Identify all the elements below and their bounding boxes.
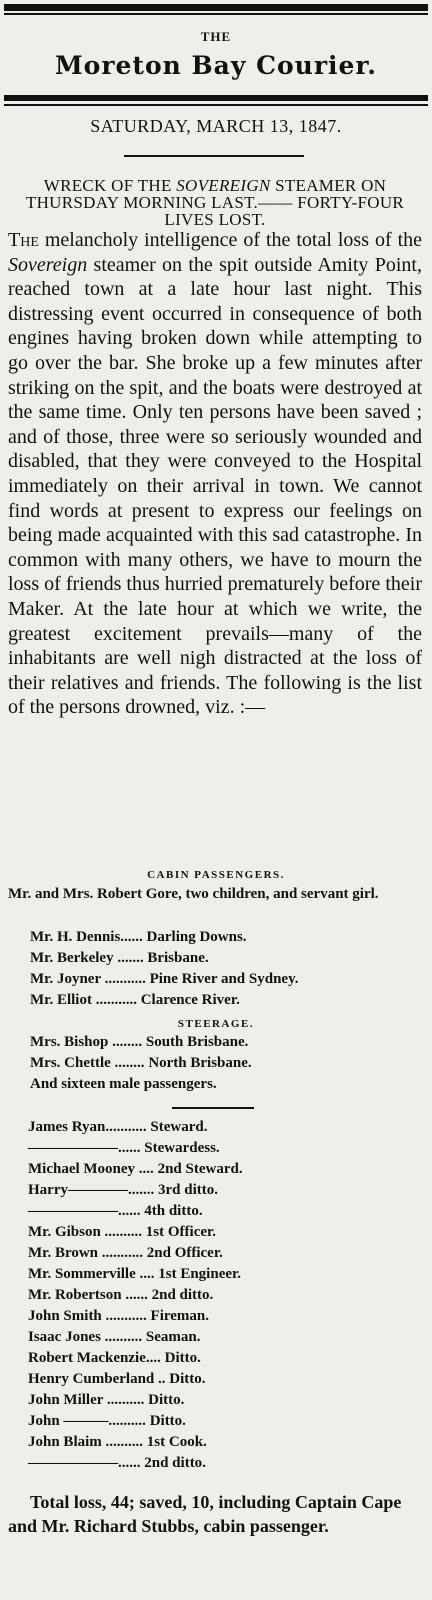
crew-row: Mr. Sommerville .... 1st Engineer. (28, 1266, 242, 1282)
crew-row: Michael Mooney .... 2nd Steward. (28, 1161, 243, 1177)
crew-row: Mr. Gibson .......... 1st Officer. (28, 1224, 217, 1240)
headline-ship-name: SOVEREIGN (176, 176, 271, 195)
crew-row: John Smith ........... Fireman. (28, 1308, 209, 1324)
crew-row: John Miller .......... Ditto. (28, 1392, 185, 1408)
crew-row: Harry————....... 3rd ditto. (28, 1182, 218, 1198)
article-headline: WRECK OF THE SOVEREIGN STEAMER ON THURSDAY MORNING LAST.—— FORTY-FOUR LIVES LOST. (25, 176, 405, 229)
top-rule-thin (4, 13, 428, 15)
cabin-passengers-heading: CABIN PASSENGERS. (147, 869, 285, 881)
list-item: Mr. Elliot ........... Clarence River. (30, 992, 240, 1008)
crew-row: ——————...... Stewardess. (28, 1140, 220, 1156)
masthead-the: THE (200, 29, 232, 44)
list-item: Mrs. Bishop ........ South Brisbane. (30, 1034, 249, 1050)
list-item: Mrs. Chettle ........ North Brisbane. (30, 1055, 252, 1071)
crew-row: Isaac Jones .......... Seaman. (28, 1329, 201, 1345)
crew-row: Mr. Robertson ...... 2nd ditto. (28, 1287, 214, 1303)
crew-row: Robert Mackenzie.... Ditto. (28, 1350, 201, 1366)
crew-row: ——————...... 4th ditto. (28, 1203, 203, 1219)
list-item: And sixteen male passengers. (30, 1076, 217, 1092)
crew-row: James Ryan........... Steward. (28, 1119, 208, 1135)
total-summary: Total loss, 44; saved, 10, including Captain Cape and Mr. Richard Stubbs, cabin passenger. (8, 1492, 402, 1536)
crew-row: ——————...... 2nd ditto. (28, 1455, 206, 1471)
list-item: Mr. H. Dennis...... Darling Downs. (30, 929, 247, 945)
top-rule (4, 4, 428, 11)
crew-row: John Blaim .......... 1st Cook. (28, 1434, 207, 1450)
steerage-heading: STEERAGE. (177, 1018, 255, 1030)
crew-list (8, 1117, 422, 1474)
masthead-rules (0, 95, 432, 106)
cabin-passenger-list (8, 927, 422, 1011)
crew-row: Henry Cumberland .. Ditto. (28, 1371, 206, 1387)
crew-row: Mr. Brown ........... 2nd Officer. (28, 1245, 223, 1261)
list-item: Mr. Berkeley ....... Brisbane. (30, 950, 209, 966)
masthead (0, 4, 432, 106)
crew-row: John ———.......... Ditto. (28, 1413, 186, 1429)
article-body: The melancholy intelligence of the total loss of the Sovereign steamer on the spit outside Amity Point, reached town at a late hour last night. This distressing event occurred in consequence of both engines having broken down while attempting to go over the bar. She broke up a few minutes after striking on the spit, and the boats were destroyed at the same time. Only ten persons have been saved ; and of those, three were so seriously wounded and disabled, that they were conveyed to the Hospital immediately on their arrival in town. We cannot find words at present to express our feelings on being made acquainted with this sad catastrophe. In common with many others, we have to mourn the loss of friends thus hurried prematurely before their Maker. At the late hour at which we write, the greatest excitement prevails—many of the inhabitants are well nigh distracted at the loss of their relatives and friends. The following is the list of the persons drowned, viz. :— (8, 229, 422, 719)
paper-name: Moreton Bay Courier. (55, 51, 377, 80)
cabin-gore-entry: Mr. and Mrs. Robert Gore, two children, and servant girl. (8, 886, 379, 902)
issue-date: SATURDAY, MARCH 13, 1847. (90, 116, 342, 136)
crew-rule (172, 1107, 254, 1109)
date-rule (124, 155, 304, 157)
list-item: Mr. Joyner ........... Pine River and Sydney. (30, 971, 299, 987)
steerage-passenger-list (8, 1032, 422, 1095)
